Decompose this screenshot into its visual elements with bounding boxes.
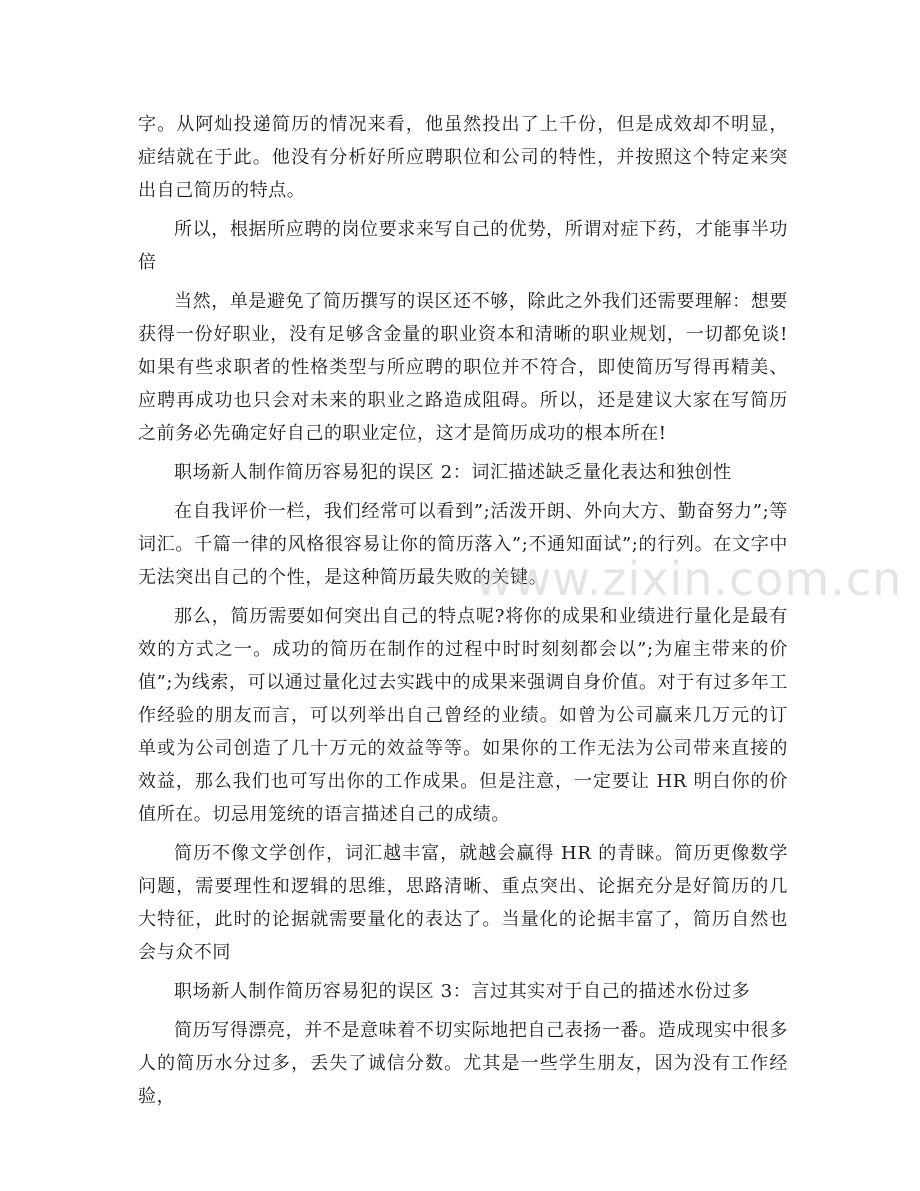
section-heading-2: 职场新人制作简历容易犯的误区 2：词汇描述缺乏量化表达和独创性 [174,462,732,483]
paragraph-7: 简历写得漂亮，并不是意味着不切实际地把自己表扬一番。造成现实中很多人的简历水分过多，丢失了诚信分数。尤其是一些学生朋友，因为没有工作经验， [138,1020,788,1107]
section-heading-3: 职场新人制作简历容易犯的误区 3：言过其实对于自己的描述水份过多 [174,981,751,1002]
paragraph-5: 那么，简历需要如何突出自己的特点呢?将你的成果和业绩进行量化是最有效的方式之一。成功的简历在制作的过程中时时刻刻都会以”;为雇主带来的价值”;为线索，可以通过量化过去实践中的成果来强调自身价值。对于有过多年工作经验的朋友而言，可以列举出自己曾经的业绩。如曾为公司赢来几万元的订单或为公司创造了几十万元的效益等等。如果你的工作无法为公司带来直接的效益，那么我们也可写出你的工作成果。但是注意，一定要让 HR 明白你的价值所在。切忌用笼统的语言描述自己的成绩。 [138,606,788,825]
watermark-text: www.zixin.com.cn [475,552,903,606]
paragraph-1: 字。从阿灿投递简历的情况来看，他虽然投出了上千份，但是成效却不明显，症结就在于此。他没有分析好所应聘职位和公司的特性，并按照这个特定来突出自己简历的特点。 [138,114,788,201]
paragraph-4: 在自我评价一栏，我们经常可以看到”;活泼开朗、外向大方、勤奋努力”;等词汇。千篇一律的风格很容易让你的简历落入”;不通知面试”;的行列。在文字中无法突出自己的个性，是这种简历最失败的关键。 [138,501,788,588]
paragraph-6: 简历不像文学创作，词汇越丰富，就越会赢得 HR 的青睐。简历更像数学问题，需要理性和逻辑的思维，思路清晰、重点突出、论据充分是好简历的几大特征，此时的论据就需要量化的表达了。当量化的论据丰富了，简历自然也会与众不同 [138,843,788,963]
document-body [138,108,788,1119]
paragraph-3: 当然，单是避免了简历撰写的误区还不够，除此之外我们还需要理解：想要获得一份好职业，没有足够含金量的职业资本和清晰的职业规划，一切都免谈!如果有些求职者的性格类型与所应聘的职位并不符合，即使简历写得再精美、应聘再成功也只会对未来的职业之路造成阻碍。所以，还是建议大家在写简历之前务必先确定好自己的职业定位，这才是简历成功的根本所在! [138,291,788,444]
paragraph-2: 所以，根据所应聘的岗位要求来写自己的优势，所谓对症下药，才能事半功倍 [138,219,788,273]
